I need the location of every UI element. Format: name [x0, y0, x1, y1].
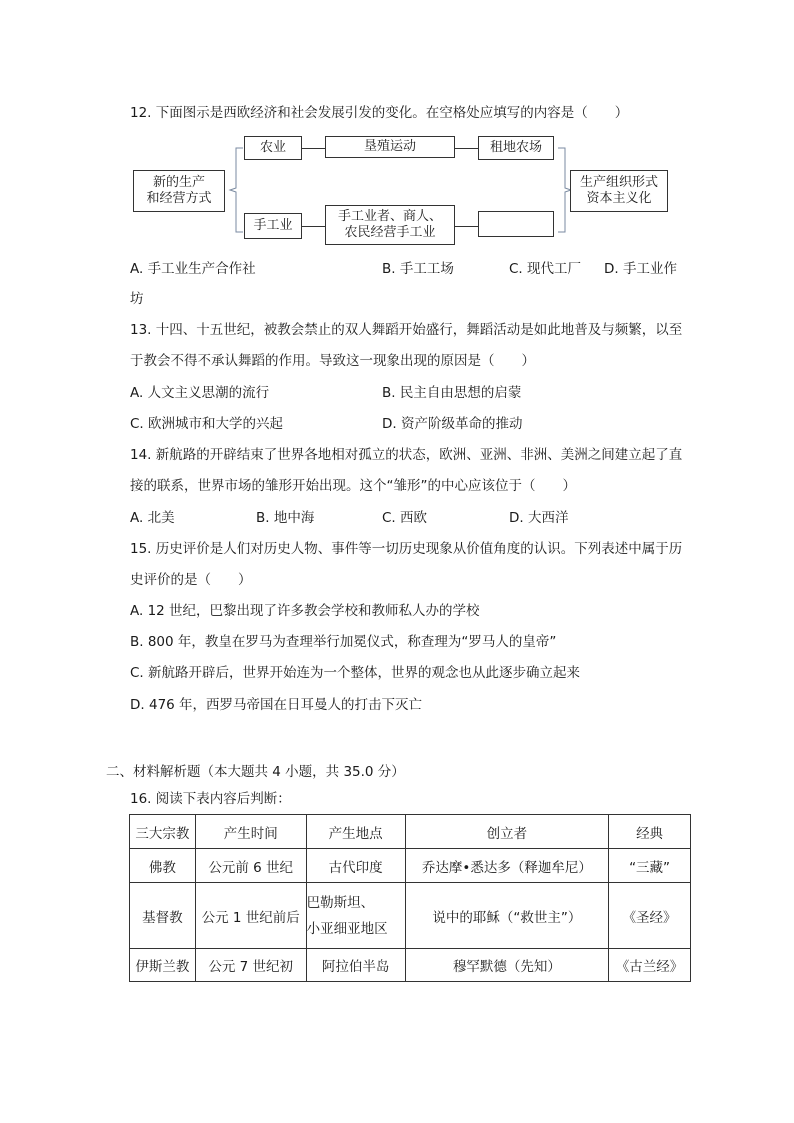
table-header-row	[130, 815, 691, 849]
diagram-left-box: 新的生产 和经营方式	[133, 170, 225, 212]
connector	[302, 148, 325, 149]
q14-stem-line1: 14. 新航路的开辟结束了世界各地相对孤立的状态，欧洲、亚洲、非洲、美洲之间建立起了直	[130, 447, 683, 463]
table-cell: 基督教	[130, 883, 196, 949]
table-header-cell: 经典	[609, 815, 691, 849]
connector	[302, 226, 325, 227]
q14-option-d: D. 大西洋	[509, 510, 569, 526]
section-heading: 二、材料解析题（本大题共 4 小题，共 35.0 分）	[106, 764, 405, 780]
table-header-cell: 创立者	[405, 815, 609, 849]
q13-option-a: A. 人文主义思潮的流行	[130, 385, 270, 401]
q12-option-b: B. 手工工场	[382, 261, 454, 277]
table-cell: 穆罕默德（先知）	[405, 949, 609, 982]
table-cell: “三藏”	[609, 849, 691, 883]
table-cell: 《古兰经》	[609, 949, 691, 982]
q13-stem-line2: 于教会不得不承认舞蹈的作用。导致这一现象出现的原因是（ ）	[130, 353, 535, 369]
q15-stem-line1: 15. 历史评价是人们对历史人物、事件等一切历史现象从价值角度的认识。下列表述中属于历	[130, 541, 683, 557]
table-cell: 阿拉伯半岛	[306, 949, 405, 982]
diagram-top-c: 租地农场	[478, 136, 554, 160]
table-cell: 古代印度	[306, 849, 405, 883]
q12-option-c: C. 现代工厂	[509, 261, 582, 277]
q14-option-a: A. 北美	[130, 510, 175, 526]
q13-option-d: D. 资产阶级革命的推动	[382, 416, 523, 432]
q13-stem-line1: 13. 十四、十五世纪，被教会禁止的双人舞蹈开始盛行，舞蹈活动是如此地普及与频繁，以至	[130, 322, 683, 338]
q15-option-d: D. 476 年，西罗马帝国在日耳曼人的打击下灭亡	[130, 697, 423, 713]
q15-stem-line2: 史评价的是（ ）	[130, 572, 252, 588]
table-cell: 公元 1 世纪前后	[195, 883, 306, 949]
table-cell: 巴勒斯坦、 小亚细亚地区	[306, 883, 405, 949]
table-cell: 乔达摩•悉达多（释迦牟尼）	[405, 849, 609, 883]
table-header-cell: 产生地点	[306, 815, 405, 849]
q15-option-c: C. 新航路开辟后，世界开始连为一个整体，世界的观念也从此逐步确立起来	[130, 665, 581, 681]
connector	[455, 148, 478, 149]
table-header-cell: 产生时间	[195, 815, 306, 849]
q16-stem: 16. 阅读下表内容后判断：	[130, 791, 291, 807]
table-header-cell: 三大宗教	[130, 815, 196, 849]
q12-option-d: D. 手工业作	[604, 261, 677, 277]
q15-option-b: B. 800 年，教皇在罗马为查理举行加冕仪式，称查理为“罗马人的皇帝”	[130, 634, 557, 650]
table-cell: 《圣经》	[609, 883, 691, 949]
diagram-bottom-b: 手工业者、商人、 农民经营手工业	[325, 205, 455, 245]
table-cell: 说中的耶稣（“救世主”）	[405, 883, 609, 949]
table-cell: 伊斯兰教	[130, 949, 196, 982]
diagram-bottom-a: 手工业	[244, 213, 302, 239]
diagram-top-b: 垦殖运动	[325, 136, 455, 158]
religions-table	[129, 814, 691, 982]
diagram-top-a: 农业	[244, 136, 302, 160]
table-row	[130, 949, 691, 982]
diagram-blank-box	[478, 211, 554, 237]
q12-stem: 12. 下面图示是西欧经济和社会发展引发的变化。在空格处应填写的内容是（ ）	[130, 105, 629, 121]
q14-option-c: C. 西欧	[382, 510, 428, 526]
table-cell: 公元前 6 世纪	[195, 849, 306, 883]
table-cell: 佛教	[130, 849, 196, 883]
q13-option-b: B. 民主自由思想的启蒙	[382, 385, 522, 401]
connector	[455, 226, 478, 227]
q14-option-b: B. 地中海	[256, 510, 315, 526]
q14-stem-line2: 接的联系，世界市场的雏形开始出现。这个“雏形”的中心应该位于（ ）	[130, 478, 576, 494]
q15-option-a: A. 12 世纪，巴黎出现了许多教会学校和教师私人办的学校	[130, 603, 480, 619]
table-row	[130, 849, 691, 883]
table-row	[130, 883, 691, 949]
table-cell: 公元 7 世纪初	[195, 949, 306, 982]
diagram-right-box: 生产组织形式 资本主义化	[570, 170, 668, 212]
q13-option-c: C. 欧洲城市和大学的兴起	[130, 416, 284, 432]
q12-option-d-wrap: 坊	[130, 291, 144, 307]
q12-option-a: A. 手工业生产合作社	[130, 261, 256, 277]
left-brace	[226, 140, 246, 240]
